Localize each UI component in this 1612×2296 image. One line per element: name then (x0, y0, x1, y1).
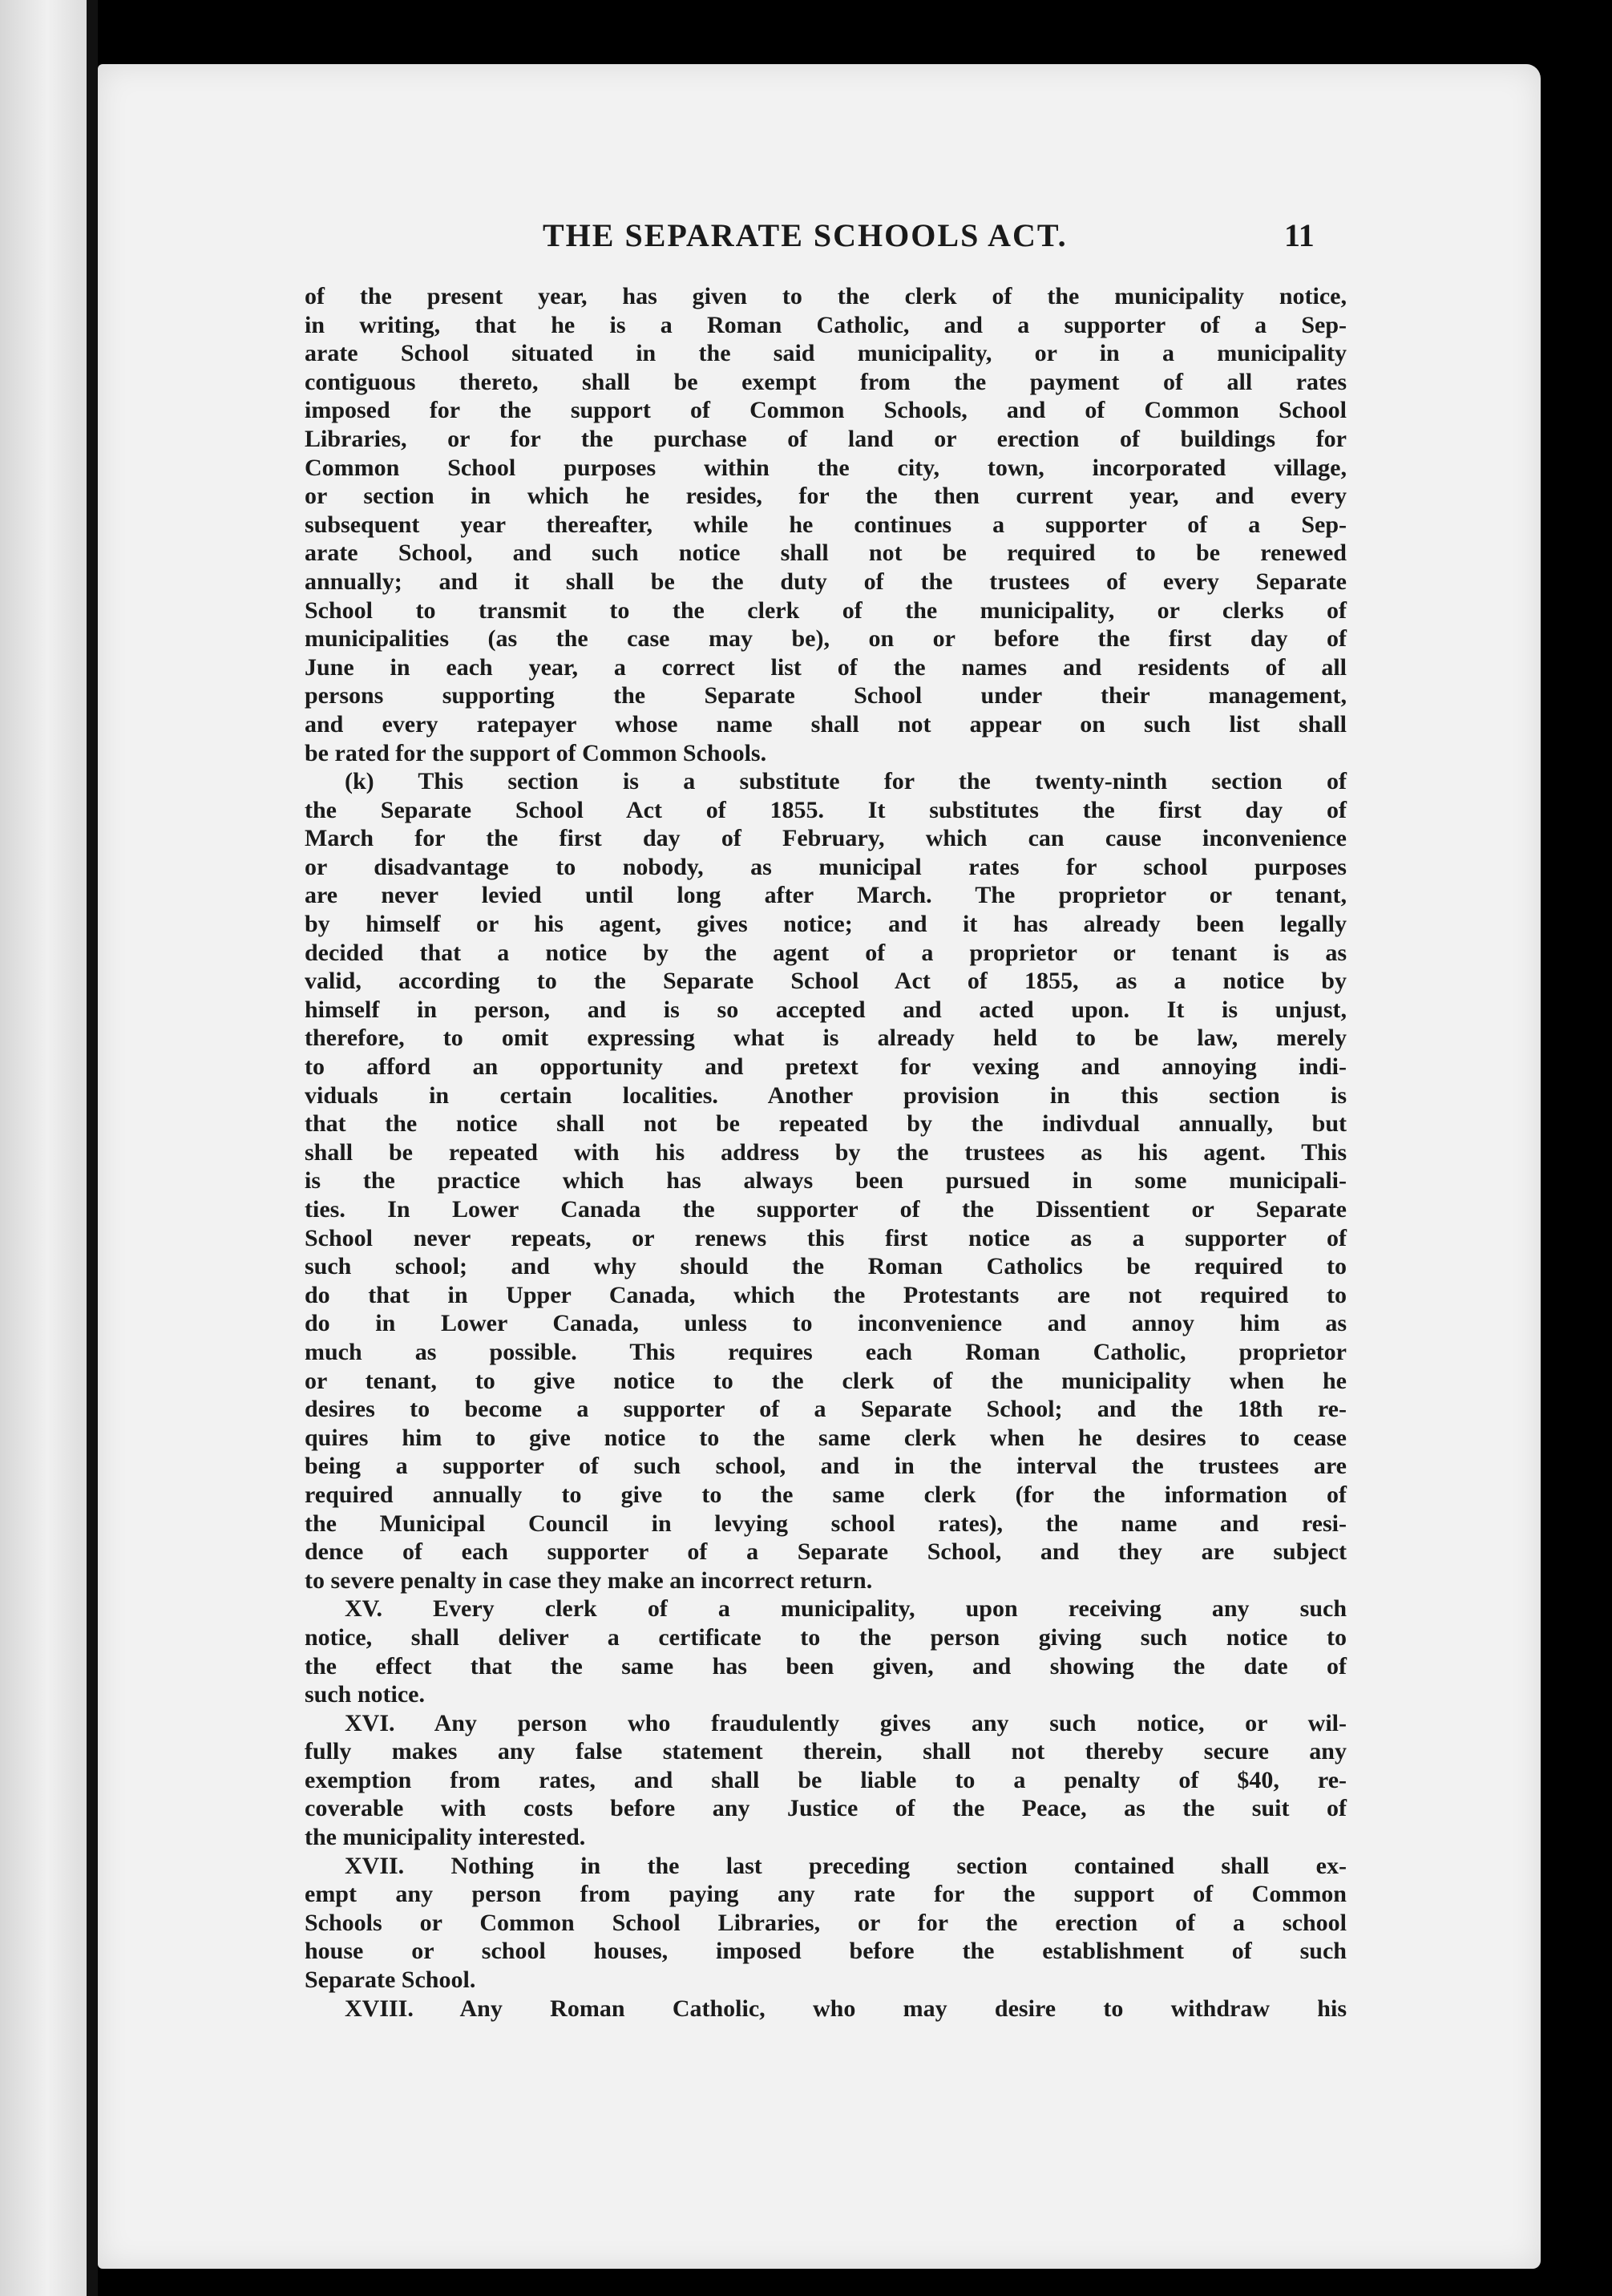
text-line: fully makes any false statement therein, shall not thereby secure any (305, 1738, 1347, 1765)
text-line: desires to become a supporter of a Separate School; and the 18th re- (305, 1396, 1347, 1423)
text-line: coverable with costs before any Justice of the Peace, as the suit of (305, 1795, 1347, 1822)
text-line: XV. Every clerk of a municipality, upon receiving any such (345, 1595, 1347, 1623)
text-line: the municipality interested. (305, 1824, 586, 1851)
running-title: THE SEPARATE SCHOOLS ACT. (543, 217, 1068, 253)
text-line: municipalities (as the case may be), on or before the first day of (305, 625, 1347, 653)
text-line: that the notice shall not be repeated by the indivdual annually, but (305, 1110, 1347, 1138)
text-line: required annually to give to the same clerk (for the information of (305, 1481, 1347, 1508)
text-line: decided that a notice by the agent of a proprietor or tenant is as (305, 939, 1347, 966)
text-line: such school; and why should the Roman Catholics be required to (305, 1253, 1347, 1280)
text-line: the Separate School Act of 1855. It substitutes the first day of (305, 796, 1347, 823)
text-line: June in each year, a correct list of the names and residents of all (305, 653, 1347, 681)
text-line: Schools or Common School Libraries, or for the erection of a school (305, 1909, 1347, 1936)
text-line: to severe penalty in case they make an incorrect return. (305, 1566, 873, 1594)
text-line: shall be repeated with his address by the trustees as his agent. This (305, 1138, 1347, 1166)
binding-gutter (87, 0, 98, 2296)
text-line: annually; and it shall be the duty of the trustees of every Separate (305, 568, 1347, 595)
text-line: much as possible. This requires each Roman Catholic, proprietor (305, 1338, 1347, 1365)
text-line: to afford an opportunity and pretext for vexing and annoying indi- (305, 1053, 1347, 1081)
text-line: do in Lower Canada, unless to inconvenience and annoy him as (305, 1310, 1347, 1337)
text-line: the Municipal Council in levying school rates), the name and resi- (305, 1510, 1347, 1537)
text-line: of the present year, has given to the clerk of the municipality notice, (305, 283, 1347, 309)
text-line: imposed for the support of Common Schools, and of Common School (305, 397, 1347, 424)
text-line: house or school houses, imposed before the establishment of such (305, 1938, 1347, 1965)
text-line: dence of each supporter of a Separate School, and they are subject (305, 1538, 1347, 1566)
text-line: being a supporter of such school, and in the interval the trustees are (305, 1453, 1347, 1480)
text-line: the effect that the same has been given, and showing the date of (305, 1652, 1347, 1680)
text-line: is the practice which has always been pursued in some municipali- (305, 1167, 1347, 1194)
text-line: in writing, that he is a Roman Catholic, and a supporter of a Sep- (305, 311, 1347, 338)
text-line: XVII. Nothing in the last preceding section contained shall ex- (345, 1852, 1347, 1879)
text-line: School to transmit to the clerk of the municipality, or clerks of (305, 596, 1347, 624)
text-line: March for the first day of February, which can cause inconvenience (305, 825, 1347, 852)
text-line: Separate School. (305, 1967, 476, 1994)
text-line: notice, shall deliver a certificate to the person giving such notice to (305, 1623, 1347, 1651)
text-line: exemption from rates, and shall be liable to a penalty of $40, re- (305, 1766, 1347, 1793)
text-line: XVI. Any person who fraudulently gives any such notice, or wil- (345, 1709, 1347, 1736)
text-line: arate School situated in the said municipality, or in a municipality (305, 340, 1347, 367)
text-line: therefore, to omit expressing what is already held to be law, merely (305, 1025, 1347, 1052)
text-line: persons supporting the Separate School under their management, (305, 682, 1347, 709)
text-line: XVIII. Any Roman Catholic, who may desire to withdraw his (345, 1995, 1347, 2022)
text-line: valid, according to the Separate School Act of 1855, as a notice by (305, 968, 1347, 995)
text-line: or tenant, to give notice to the clerk of the municipality when he (305, 1367, 1347, 1394)
adjacent-page-edge (0, 0, 87, 2296)
text-line: by himself or his agent, gives notice; and it has already been legally (305, 911, 1347, 938)
text-line: viduals in certain localities. Another provision in this section is (305, 1081, 1347, 1109)
text-line: or disadvantage to nobody, as municipal rates for school purposes (305, 853, 1347, 880)
text-line: Libraries, or for the purchase of land or erection of buildings for (305, 425, 1347, 452)
text-line: or section in which he resides, for the then current year, and every (305, 483, 1347, 510)
text-line: (k) This section is a substitute for the twenty-ninth section of (345, 768, 1347, 795)
document-page (98, 64, 1541, 2269)
text-line: himself in person, and is so accepted and acted upon. It is unjust, (305, 996, 1347, 1023)
text-line: Common School purposes within the city, town, incorporated village, (305, 454, 1347, 481)
text-line: and every ratepayer whose name shall not appear on such list shall (305, 710, 1347, 738)
text-line: subsequent year thereafter, while he continues a supporter of a Sep- (305, 511, 1347, 538)
text-line: do that in Upper Canada, which the Protestants are not required to (305, 1281, 1347, 1308)
text-line: be rated for the support of Common Schools. (305, 739, 767, 766)
body-text (305, 282, 1347, 2023)
text-line: empt any person from paying any rate for the support of Common (305, 1881, 1347, 1908)
text-line: are never levied until long after March. The proprietor or tenant, (305, 882, 1347, 909)
page-number: 11 (1284, 217, 1315, 253)
page-header (98, 216, 1541, 273)
text-line: arate School, and such notice shall not be required to be renewed (305, 540, 1347, 567)
text-line: contiguous thereto, shall be exempt from the payment of all rates (305, 368, 1347, 395)
text-line: quires him to give notice to the same clerk when he desires to cease (305, 1424, 1347, 1451)
text-line: such notice. (305, 1681, 425, 1708)
text-line: School never repeats, or renews this first notice as a supporter of (305, 1224, 1347, 1251)
text-line: ties. In Lower Canada the supporter of the Dissentient or Separate (305, 1196, 1347, 1223)
